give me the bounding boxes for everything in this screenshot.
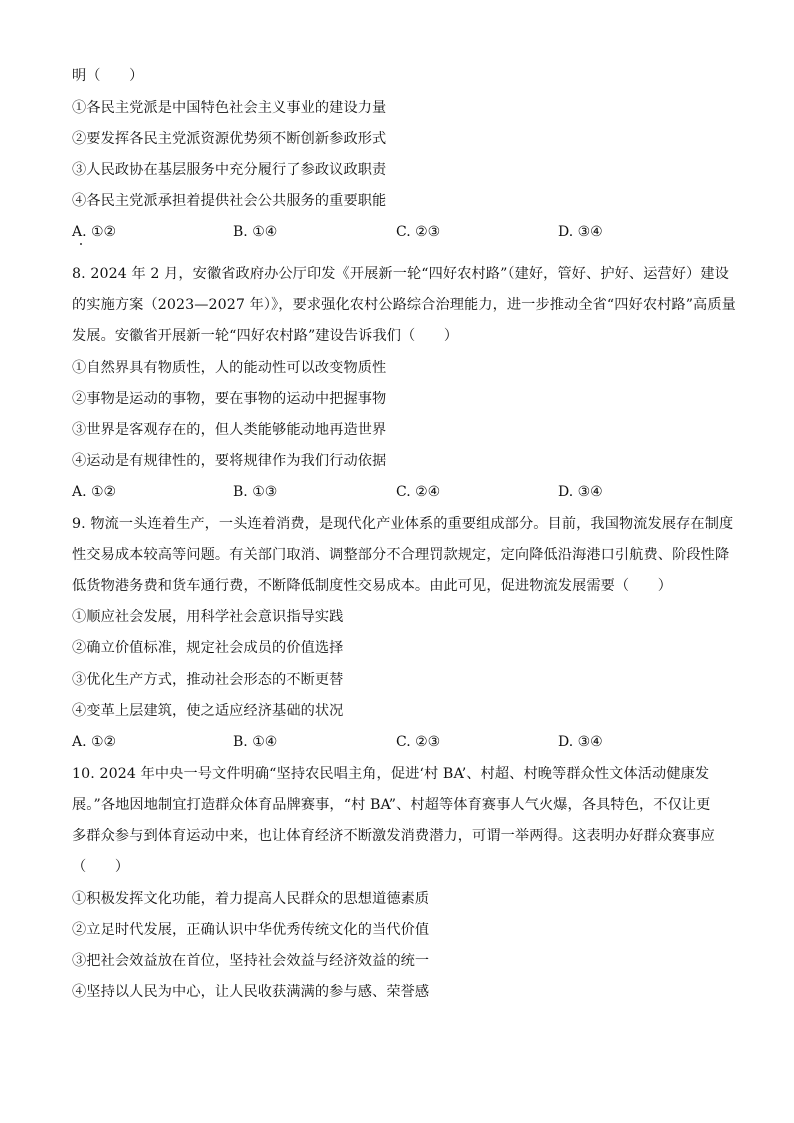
q9-option-a[interactable]: A. ①② [72,734,117,750]
q10-stem-line-3: 多群众参与到体育运动中来，也让体育经济不断激发消费潜力，可谓一举两得。这表明办好群众赛事应 [72,828,715,844]
q9-stem-line-3: 低货物港务费和货车通行费，不断降低制度性交易成本。由此可见，促进物流发展需要（ ） [72,578,673,594]
q10-stem-line-1: 10. 2024 年中央一号文件明确“坚持农民唱主角，促进‘村 BA’、村超、村晚等群众性文体活动健康发 [72,766,710,782]
q7-stem-tail: 明（ ） [72,68,144,84]
q9-stem-line-1: 9. 物流一头连着生产，一头连着消费，是现代化产业体系的重要组成部分。目前，我国物流发展存在制度 [72,516,734,532]
q7-option-b[interactable]: B. ①④ [233,224,278,240]
q8-option-b[interactable]: B. ①③ [233,484,278,500]
q9-option-d[interactable]: D. ③④ [558,734,603,750]
q7-statement-3: ③人民政协在基层服务中充分履行了参政议政职责 [72,162,387,178]
q9-statement-1: ①顺应社会发展，用科学社会意识指导实践 [72,609,344,625]
q10-statement-1: ①积极发挥文化功能，着力提高人民群众的思想道德素质 [72,891,430,907]
q8-option-a[interactable]: A. ①② [72,484,117,500]
q9-option-b[interactable]: B. ①④ [233,734,278,750]
q9-statement-4: ④变革上层建筑，使之适应经济基础的状况 [72,703,344,719]
q9-option-c[interactable]: C. ②③ [396,734,441,750]
q9-statement-2: ②确立价值标准，规定社会成员的价值选择 [72,640,344,656]
q10-stem-line-4: （ ） [72,859,130,875]
q7-statement-4: ④各民主党派承担着提供社会公共服务的重要职能 [72,193,387,209]
q8-option-d[interactable]: D. ③④ [558,484,603,500]
q8-option-c[interactable]: C. ②④ [396,484,441,500]
stray-dot-mark [80,243,82,245]
q7-statement-1: ①各民主党派是中国特色社会主义事业的建设力量 [72,100,387,116]
q8-statement-1: ①自然界具有物质性，人的能动性可以改变物质性 [72,360,387,376]
q8-stem-line-2: 的实施方案（2023—2027 年）》，要求强化农村公路综合治理能力，进一步推动全省“四好农村路”高质量 [72,297,736,313]
q8-statement-4: ④运动是有规律性的，要将规律作为我们行动依据 [72,453,387,469]
q7-option-d[interactable]: D. ③④ [558,224,603,240]
q7-statement-2: ②要发挥各民主党派资源优势须不断创新参政形式 [72,131,387,147]
q8-statement-3: ③世界是客观存在的，但人类能够能动地再造世界 [72,422,387,438]
q7-option-c[interactable]: C. ②③ [396,224,441,240]
q10-stem-line-2: 展。”各地因地制宜打造群众体育品牌赛事，“村 BA”、村超等体育赛事人气火爆，各具特色，不仅让更 [72,797,711,813]
q7-option-a[interactable]: A. ①② [72,224,117,240]
q10-statement-2: ②立足时代发展，正确认识中华优秀传统文化的当代价值 [72,922,430,938]
q8-stem-line-1: 8. 2024 年 2 月，安徽省政府办公厅印发《开展新一轮“四好农村路”（建好，管好、护好、运营好）建设 [72,266,729,282]
q9-stem-line-2: 性交易成本较高等问题。有关部门取消、调整部分不合理罚款规定，定向降低沿海港口引航费、阶段性降 [72,547,730,563]
q9-statement-3: ③优化生产方式，推动社会形态的不断更替 [72,672,344,688]
q10-statement-4: ④坚持以人民为中心，让人民收获满满的参与感、荣誉感 [72,984,430,1000]
q10-statement-3: ③把社会效益放在首位，坚持社会效益与经济效益的统一 [72,953,430,969]
q8-stem-line-3: 发展。安徽省开展新一轮“四好农村路”建设告诉我们（ ） [72,328,459,344]
q8-statement-2: ②事物是运动的事物，要在事物的运动中把握事物 [72,391,387,407]
